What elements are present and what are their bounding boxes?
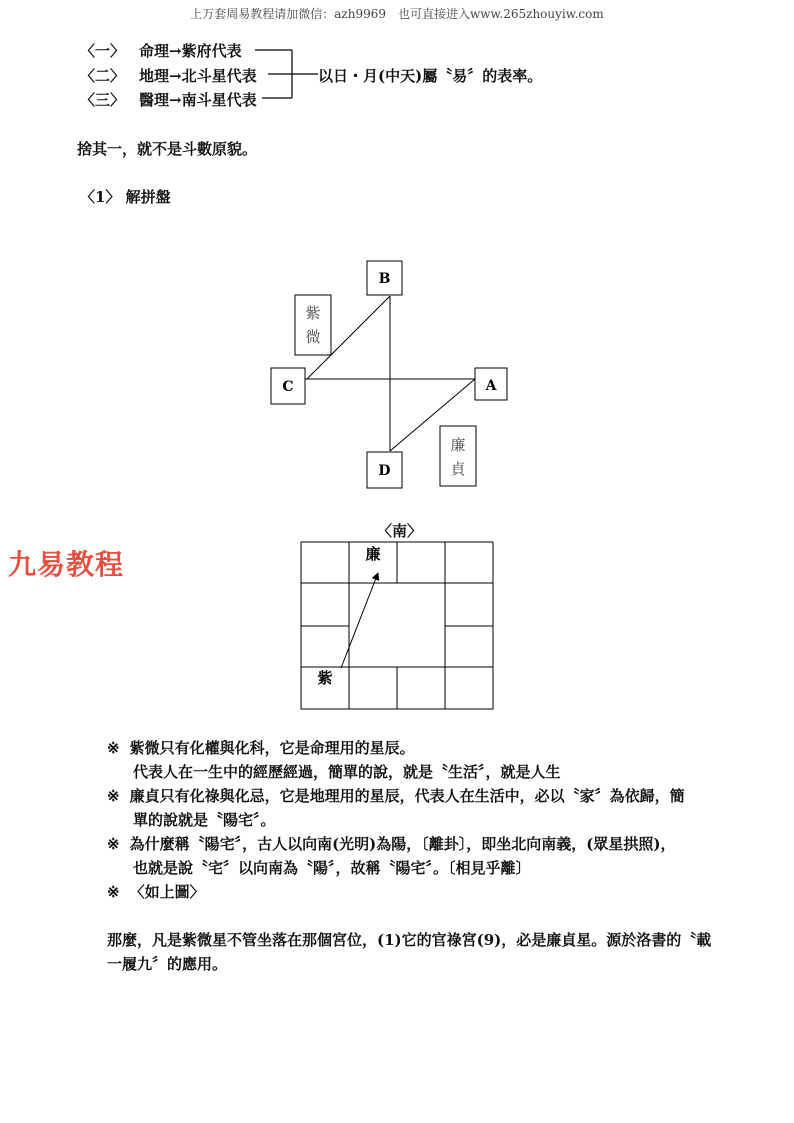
final-paragraph-line: 一履九〞的應用。 bbox=[107, 955, 228, 973]
list-number: 〈一〉 bbox=[80, 42, 126, 60]
note-mark: ※ bbox=[107, 739, 120, 757]
list-note: 以日・月(中天)屬〝易〞的表率。 bbox=[318, 67, 543, 85]
label-zi: 紫 bbox=[305, 304, 321, 322]
note-line: 廉貞只有化祿與化忌，它是地理用的星辰，代表人在生活中，必以〝家〞為依歸，簡 bbox=[129, 787, 685, 805]
section-heading: 〈1〉 解拼盤 bbox=[80, 188, 171, 206]
note-mark: ※ bbox=[107, 883, 120, 901]
list-text: 醫理→南斗星代表 bbox=[139, 91, 257, 109]
star-diagram bbox=[0, 250, 794, 500]
bracket-connector bbox=[0, 0, 794, 120]
note-line: 單的說就是〝陽宅〞。 bbox=[133, 811, 276, 829]
final-paragraph-line: 那麼，凡是紫微星不管坐落在那個宮位，(1)它的官祿宮(9)，必是廉貞星。源於洛書的〝載 bbox=[107, 931, 712, 949]
label-d: D bbox=[378, 463, 391, 479]
label-a: A bbox=[485, 378, 497, 394]
label-c: C bbox=[282, 379, 294, 395]
palace-grid bbox=[300, 540, 496, 712]
note-item bbox=[107, 881, 205, 902]
page-header: 上万套周易教程请加微信：azh9969 也可直接进入www.265zhouyiw.com bbox=[190, 7, 604, 21]
note-line: 為什麼稱〝陽宅〞，古人以向南(光明)為陽，〔離卦〕，即坐北向南義，(眾星拱照)， bbox=[129, 835, 676, 853]
note-line: 也就是說〝宅〞以向南為〝陽〞，故稱〝陽宅〞。〔相見乎離〕 bbox=[133, 859, 531, 877]
grid-zi: 紫 bbox=[317, 669, 333, 687]
paragraph: 捨其一，就不是斗數原貌。 bbox=[77, 140, 258, 158]
label-zhen: 貞 bbox=[450, 460, 466, 478]
note-item bbox=[107, 737, 415, 758]
label-wei: 微 bbox=[305, 328, 321, 346]
list-number: 〈三〉 bbox=[80, 91, 126, 109]
list-number: 〈二〉 bbox=[80, 67, 126, 85]
note-mark: ※ bbox=[107, 787, 120, 805]
note-line: 紫微只有化權與化科，它是命理用的星辰。 bbox=[129, 739, 415, 757]
note-mark: ※ bbox=[107, 835, 120, 853]
grid-title: 〈南〉 bbox=[377, 522, 423, 540]
note-item bbox=[107, 785, 685, 806]
note-line: 〈如上圖〉 bbox=[129, 883, 205, 901]
list-text: 地理→北斗星代表 bbox=[139, 67, 257, 85]
label-lian: 廉 bbox=[450, 436, 466, 454]
watermark-logo: 九易教程 bbox=[8, 548, 125, 581]
note-item bbox=[107, 833, 675, 854]
grid-lian: 廉 bbox=[365, 545, 381, 563]
list-text: 命理→紫府代表 bbox=[139, 42, 242, 60]
label-b: B bbox=[378, 271, 391, 287]
note-line: 代表人在一生中的經歷經過，簡單的說，就是〝生活〞，就是人生 bbox=[133, 763, 561, 781]
